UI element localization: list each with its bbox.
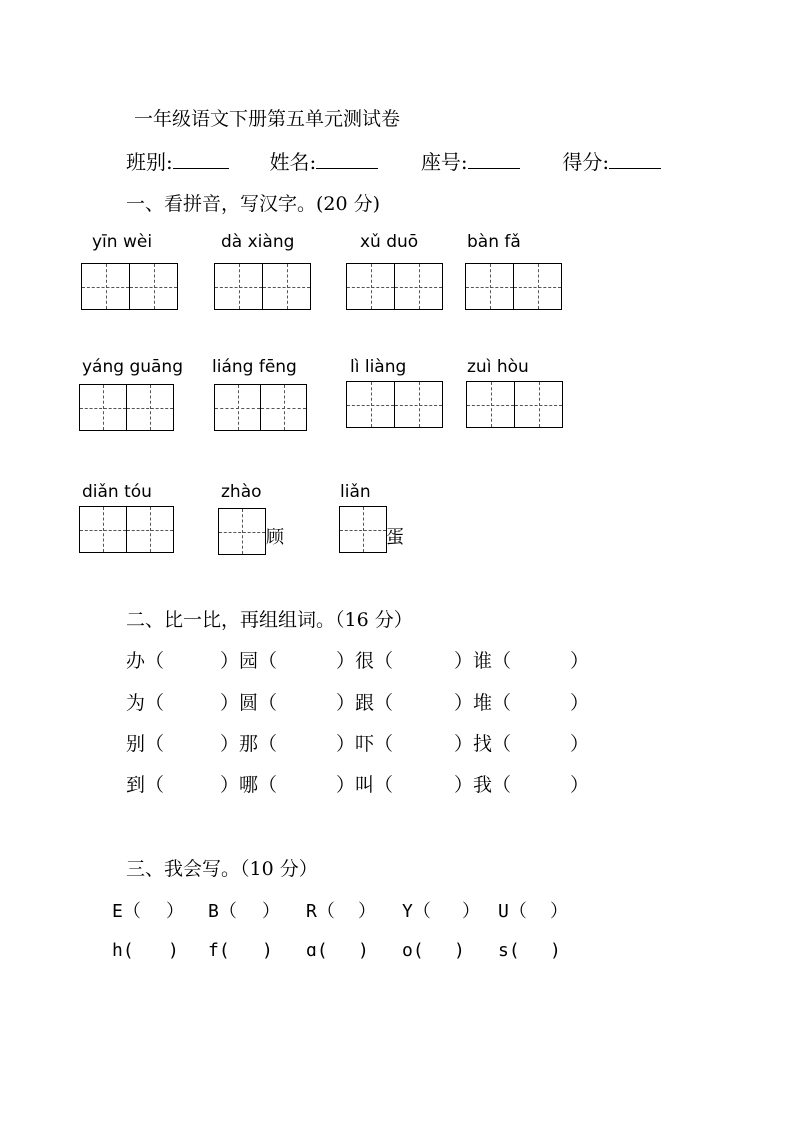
given-character: 蛋: [386, 527, 404, 548]
grid-cell[interactable]: [262, 263, 311, 310]
student-info-row: [126, 146, 661, 175]
pinyin-label: liáng fēng: [212, 357, 297, 377]
name-blank[interactable]: [316, 150, 378, 169]
seat-blank[interactable]: [468, 150, 520, 169]
grid-cell[interactable]: [126, 384, 174, 431]
page-title: 一年级语文下册第五单元测试卷: [134, 108, 401, 130]
word-cell: ）找（: [454, 733, 512, 755]
pinyin-label: lì liàng: [350, 357, 407, 377]
word-cell: ）: [570, 692, 590, 714]
writing-grid[interactable]: [218, 508, 266, 555]
letter-close: ）: [550, 901, 568, 922]
writing-grid[interactable]: [346, 263, 443, 310]
section2-heading: 二、比一比，再组组词。（16 分）: [126, 609, 413, 631]
word-cell: ）圆（: [220, 692, 278, 714]
letter-close: ): [550, 940, 561, 961]
pinyin-label: liǎn: [340, 482, 371, 502]
grid-cell[interactable]: [466, 381, 515, 428]
writing-grid[interactable]: [465, 263, 562, 310]
grid-cell[interactable]: [346, 381, 395, 428]
grid-cell[interactable]: [214, 384, 261, 431]
letter-open: R（: [306, 901, 335, 922]
writing-grid[interactable]: [214, 263, 311, 310]
word-cell: ）: [570, 733, 590, 755]
pinyin-label: xǔ duō: [360, 232, 419, 252]
section1-heading: 一、看拼音，写汉字。(20 分): [126, 193, 381, 215]
writing-grid[interactable]: [346, 381, 443, 428]
pinyin-label: yáng guāng: [82, 357, 183, 377]
letter-close: ）: [262, 901, 280, 922]
writing-grid[interactable]: [466, 381, 563, 428]
word-cell: ）谁（: [454, 650, 512, 672]
word-cell: ）哪（: [220, 774, 278, 796]
grid-cell[interactable]: [394, 263, 443, 310]
word-cell: 办（: [126, 650, 165, 672]
grid-cell[interactable]: [514, 381, 563, 428]
letter-close: ）: [462, 901, 480, 922]
grid-cell[interactable]: [339, 506, 387, 553]
word-cell: ）我（: [454, 774, 512, 796]
letter-open: o(: [402, 940, 424, 961]
pinyin-label: yīn wèi: [92, 232, 153, 252]
class-blank[interactable]: [173, 150, 229, 169]
name-label: 姓名:: [269, 150, 317, 174]
class-label: 班别:: [126, 150, 173, 174]
word-cell: 到（: [126, 774, 165, 796]
letter-open: B（: [208, 901, 237, 922]
pinyin-label: diǎn tóu: [82, 482, 152, 502]
letter-open: s(: [498, 940, 520, 961]
letter-open: h(: [112, 940, 134, 961]
letter-open: f(: [208, 940, 230, 961]
word-cell: ）很（: [336, 650, 394, 672]
letter-close: ): [454, 940, 465, 961]
word-cell: 为（: [126, 692, 165, 714]
word-cell: ）吓（: [336, 733, 394, 755]
letter-open: Y（: [402, 901, 431, 922]
pinyin-label: zuì hòu: [467, 357, 529, 377]
grid-cell[interactable]: [513, 263, 562, 310]
word-cell: ）叫（: [336, 774, 394, 796]
writing-grid[interactable]: [214, 384, 307, 431]
letter-close: ）: [358, 901, 376, 922]
word-cell: ）: [570, 650, 590, 672]
grid-cell[interactable]: [79, 506, 127, 553]
section3-heading: 三、我会写。（10 分）: [126, 858, 318, 880]
letter-open: ɑ(: [306, 940, 328, 961]
seat-label: 座号:: [420, 150, 468, 174]
grid-cell[interactable]: [126, 506, 174, 553]
grid-cell[interactable]: [218, 508, 266, 555]
writing-grid[interactable]: [79, 506, 174, 553]
letter-open: U（: [498, 901, 527, 922]
grid-cell[interactable]: [346, 263, 395, 310]
letter-close: ): [262, 940, 273, 961]
grid-cell[interactable]: [79, 384, 127, 431]
word-cell: ）跟（: [336, 692, 394, 714]
score-label: 得分:: [562, 150, 610, 174]
word-cell: ）园（: [220, 650, 278, 672]
writing-grid[interactable]: [79, 384, 174, 431]
grid-cell[interactable]: [81, 263, 130, 310]
grid-cell[interactable]: [260, 384, 307, 431]
letter-close: ): [358, 940, 369, 961]
word-cell: 别（: [126, 733, 165, 755]
grid-cell[interactable]: [394, 381, 443, 428]
grid-cell[interactable]: [214, 263, 263, 310]
pinyin-label: dà xiàng: [221, 232, 295, 252]
score-blank[interactable]: [609, 150, 661, 169]
writing-grid[interactable]: [81, 263, 178, 310]
word-cell: ）那（: [220, 733, 278, 755]
word-cell: ）堆（: [454, 692, 512, 714]
grid-cell[interactable]: [465, 263, 514, 310]
pinyin-label: zhào: [221, 482, 262, 502]
word-cell: ）: [570, 774, 590, 796]
writing-grid[interactable]: [339, 506, 387, 553]
letter-close: ): [168, 940, 179, 961]
letter-open: E（: [112, 901, 141, 922]
pinyin-label: bàn fǎ: [467, 232, 521, 252]
letter-close: ）: [166, 901, 184, 922]
grid-cell[interactable]: [129, 263, 178, 310]
given-character: 顾: [266, 527, 284, 548]
